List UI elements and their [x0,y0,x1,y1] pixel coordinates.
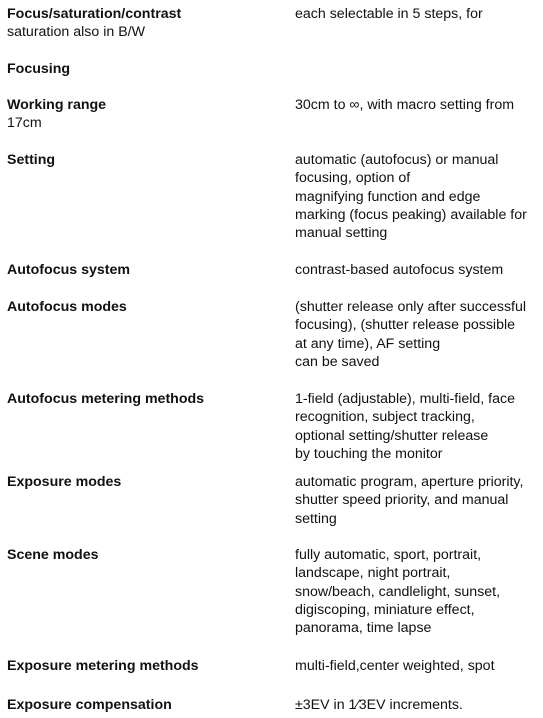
value-line: can be saved [295,353,380,370]
spec-label [7,657,287,675]
value-line: recognition, subject tracking, [295,409,475,426]
value-line: by touching the monitor [295,445,443,462]
spec-value [295,473,540,528]
value-line: setting [295,510,337,527]
value-line: marking (focus peaking) available for [295,206,527,223]
value-line: fully automatic, sport, portrait, [295,547,482,563]
value-line: 30cm to ∞, with macro setting from [295,97,515,113]
label-continuation: 17cm [7,115,42,132]
label-title: Scene modes [7,547,99,563]
spec-label [7,546,287,564]
spec-label [7,96,287,133]
value-line: optional setting/shutter release [295,427,489,444]
spec-value [295,298,540,371]
label-title: Autofocus system [7,262,130,278]
label-title: Working range [7,97,107,113]
value-line: 1-field (adjustable), multi-field, face [295,391,516,407]
spec-label [7,261,287,279]
value-line: focusing), (shutter release possible [295,317,516,334]
spec-label [7,5,287,42]
spec-label [7,60,287,78]
spec-value [295,696,540,714]
label-title: Autofocus metering methods [7,391,205,407]
value-line: focusing, option of [295,170,411,187]
value-line: automatic (autofocus) or manual [295,152,499,168]
value-line: contrast-based autofocus system [295,262,504,278]
value-line: snow/beach, candlelight, sunset, [295,583,501,600]
value-line: landscape, night portrait, [295,565,451,582]
label-title: Focus/saturation/contrast [7,6,182,22]
label-title: Exposure modes [7,474,122,490]
spec-value [295,390,540,463]
label-title: Focusing [7,61,71,77]
value-line: multi-field,center weighted, spot [295,658,495,674]
spec-value [295,546,540,637]
label-title: Exposure compensation [7,697,172,713]
value-line: ±3EV in 1⁄3EV increments. [295,697,463,713]
spec-value [295,261,540,279]
label-title: Autofocus modes [7,299,127,315]
value-line: (shutter release only after successful [295,299,527,315]
spec-value [295,96,540,114]
spec-label [7,473,287,491]
value-line: shutter speed priority, and manual [295,492,509,509]
value-line: panorama, time lapse [295,620,432,637]
value-line: each selectable in 5 steps, for [295,6,483,22]
value-line: automatic program, aperture priority, [295,474,524,490]
label-title: Setting [7,152,56,168]
spec-label [7,390,287,408]
value-line: digiscoping, miniature effect, [295,601,475,618]
value-line: magnifying function and edge [295,188,481,205]
value-line: manual setting [295,225,388,242]
spec-label [7,298,287,316]
value-line: at any time), AF setting [295,335,441,352]
spec-label [7,151,287,169]
spec-value [295,151,540,242]
spec-label [7,696,287,714]
label-title: Exposure metering methods [7,658,199,674]
label-continuation: saturation also in B/W [7,24,145,41]
spec-value [295,5,540,23]
spec-value [295,657,540,675]
